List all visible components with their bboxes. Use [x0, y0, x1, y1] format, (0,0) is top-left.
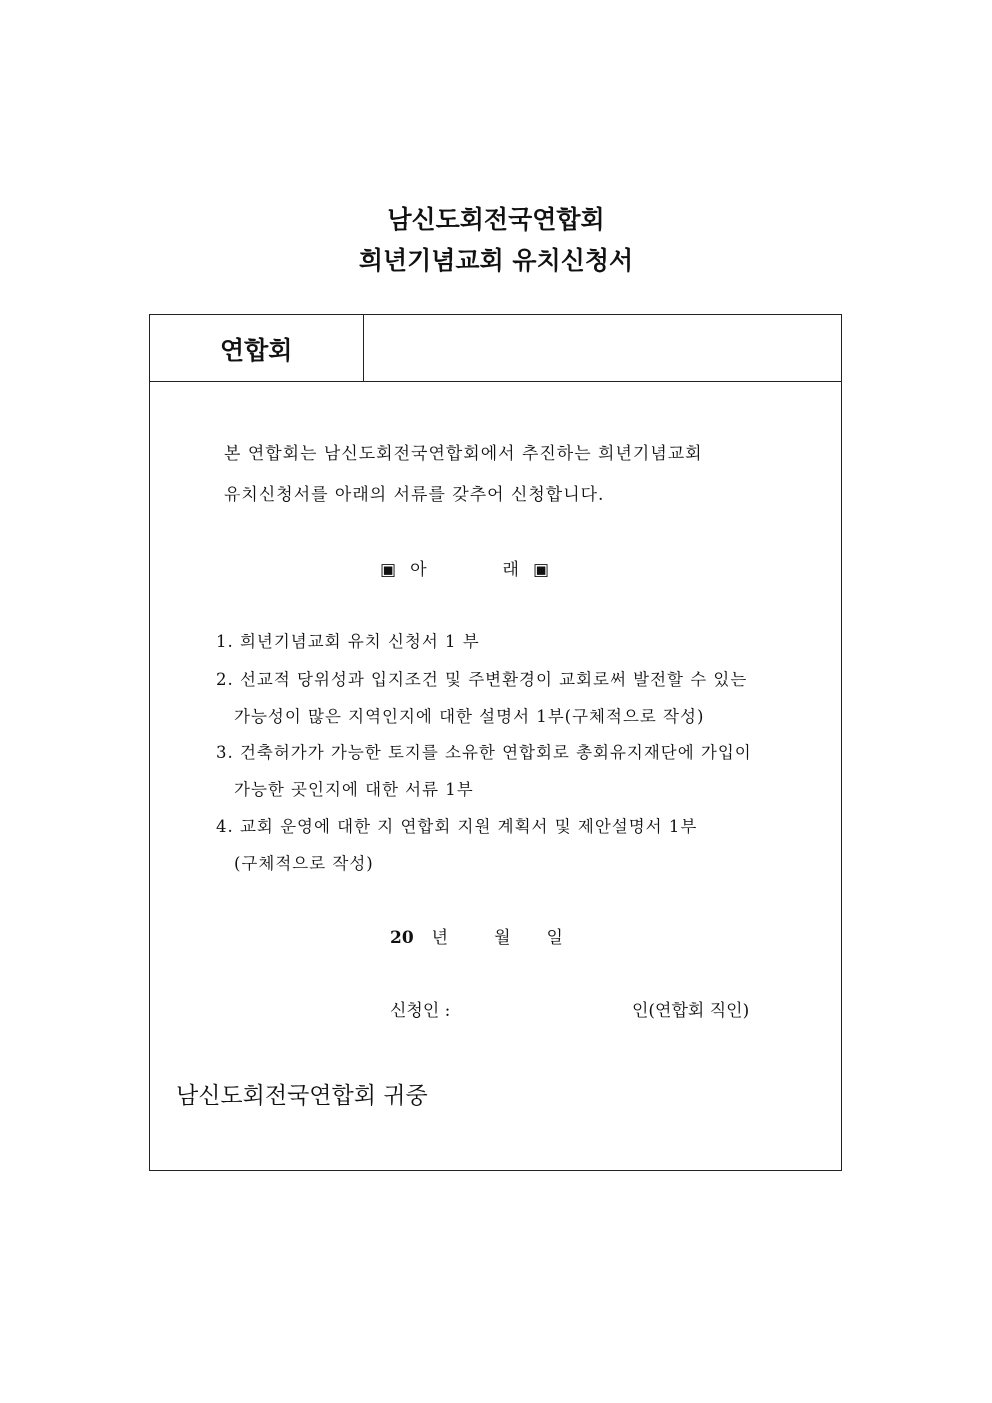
application-form — [149, 314, 842, 1171]
square-bullet-icon: ▣ — [380, 560, 397, 580]
notice-heading — [380, 555, 549, 580]
intro-line-1: 본 연합회는 남신도회전국연합회에서 추진하는 희년기념교회 — [224, 444, 703, 464]
list-item-4: 4. 교회 운영에 대한 지 연합회 지원 계획서 및 제안설명서 1부 — [216, 817, 698, 836]
date-year-unit: 년 — [431, 928, 449, 948]
recipient-line: 남신도회전국연합회 귀중 — [176, 1083, 428, 1109]
list-item-2: 2. 선교적 당위성과 입지조건 및 주변환경이 교회로써 발전할 수 있는 — [216, 670, 748, 689]
date-day-unit: 일 — [546, 928, 563, 948]
list-item-4-continued: (구체적으로 작성) — [234, 854, 374, 873]
form-header-row — [150, 315, 841, 382]
notice-word-a: 아 — [410, 560, 427, 580]
document-title: 남신도회전국연합회 — [387, 205, 605, 234]
notice-word-b: 래 — [502, 560, 519, 580]
list-item-3-continued: 가능한 곳인지에 대한 서류 1부 — [234, 780, 474, 799]
date-year-prefix: 20 — [390, 928, 414, 948]
union-label-cell — [150, 315, 364, 381]
list-item-2-continued: 가능성이 많은 지역인지에 대한 설명서 1부(구체적으로 작성) — [234, 707, 705, 726]
union-label: 연합회 — [220, 336, 293, 365]
document-subtitle: 희년기념교회 유치신청서 — [358, 246, 634, 275]
seal-label: 인(연합회 직인) — [632, 1001, 750, 1021]
square-bullet-icon: ▣ — [532, 560, 549, 580]
union-name-field[interactable] — [364, 315, 841, 381]
applicant-label: 신청인 : — [390, 1001, 451, 1021]
date-month-unit: 월 — [494, 928, 511, 948]
intro-line-2: 유치신청서를 아래의 서류를 갖추어 신청합니다. — [224, 485, 605, 505]
list-item-3: 3. 건축허가가 가능한 토지를 소유한 연합회로 총회유지재단에 가입이 — [216, 743, 752, 762]
list-item-1: 1. 희년기념교회 유치 신청서 1 부 — [216, 632, 480, 651]
date-line — [390, 923, 563, 948]
